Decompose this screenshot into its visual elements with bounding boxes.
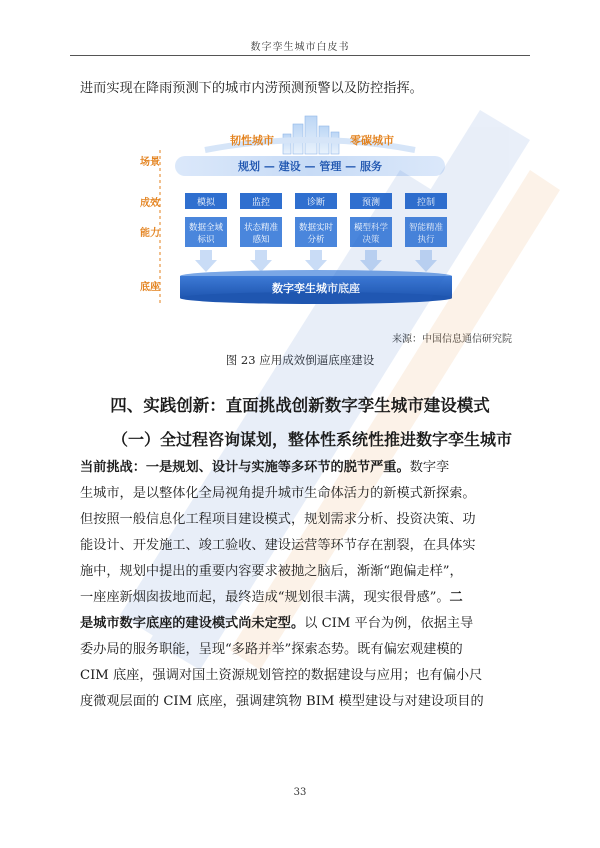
effect-row [185, 193, 447, 209]
body-line-8: 委办局的服务职能，呈现“多路并举”探索态势。既有偏宏观建模的 [80, 642, 463, 657]
label-scene: 场景 [140, 157, 160, 168]
ability-row [185, 217, 447, 247]
body-line-7 [80, 611, 525, 637]
label-zero-carbon-city: 零碳城市 [350, 134, 394, 147]
body-line-10: 度微观层面的 CIM 底座，强调建筑物 BIM 模型建设与对建设项目的 [80, 694, 484, 709]
ability-label: 智能精准 [408, 223, 444, 233]
body-line-5: 施中，规划中提出的重要内容要求被抛之脑后，渐渐“跑偏走样”， [80, 564, 463, 579]
body-text: 数字孪 [409, 460, 450, 475]
second-point-text: 是城市数字底座的建设模式尚未定型。 [80, 616, 305, 631]
effect-label: 预测 [361, 198, 381, 208]
challenge-lead: 当前挑战：一是规划、设计与实施等多环节的脱节严重。 [80, 460, 410, 475]
body-text: 一座座新烟囱拔地而起，最终造成“规划很丰满，现实很骨感”。 [80, 590, 450, 605]
effect-label: 模拟 [196, 198, 216, 208]
label-ability: 能力 [140, 228, 160, 239]
base-label: 数字孪生城市底座 [272, 282, 360, 295]
body-line-6 [80, 585, 525, 611]
down-arrows [195, 250, 437, 272]
running-header: 数字孪生城市白皮书 [250, 42, 350, 53]
ability-label: 分析 [307, 235, 325, 245]
arrow-down-icon [195, 250, 217, 272]
page-number: 33 [293, 787, 307, 798]
base-platform [180, 270, 452, 304]
body-line-2: 生城市，是以整体化全局视角提升城市生命体活力的新模式新探索。 [80, 486, 476, 501]
intro-line: 进而实现在降雨预测下的城市内涝预测预警以及防控指挥。 [80, 81, 423, 96]
arrow-down-icon [305, 250, 327, 272]
body-line-1 [80, 455, 525, 481]
ability-label: 决策 [362, 235, 380, 245]
intro-paragraph [80, 76, 525, 102]
header-divider [70, 55, 530, 56]
ability-label: 模型科学 [353, 223, 389, 233]
figure-23-diagram [0, 110, 600, 320]
body-line-9: CIM 底座，强调对国土资源规划管控的数据建设与应用；也有偏小尺 [80, 668, 483, 683]
subsection-heading: （一）全过程咨询谋划，整体性系统性推进数字孪生城市 [112, 430, 513, 449]
ability-label: 数据实时 [298, 223, 334, 233]
band-label: 规划 — 建设 — 管理 — 服务 [238, 160, 382, 173]
label-resilient-city: 韧性城市 [230, 134, 274, 147]
label-base: 底座 [140, 282, 160, 293]
ability-label: 标识 [197, 235, 215, 245]
second-point-lead: 二 [449, 590, 463, 605]
arrow-down-icon [360, 250, 382, 272]
effect-label: 诊断 [306, 198, 326, 208]
arrow-down-icon [250, 250, 272, 272]
ability-label: 感知 [252, 235, 270, 245]
effect-label: 控制 [416, 198, 436, 208]
body-paragraph [80, 455, 525, 715]
label-effect: 成效 [140, 198, 160, 209]
section-heading: 四、实践创新：直面挑战创新数字孪生城市建设模式 [110, 396, 490, 415]
figure-caption: 图 23 应用成效倒逼底座建设 [225, 353, 375, 367]
city-skyline-icon [283, 116, 339, 154]
effect-label: 监控 [251, 198, 271, 208]
body-line-4: 能设计、开发施工、竣工验收、建设运营等环节存在割裂，在具体实 [80, 538, 476, 553]
figure-source: 来源：中国信息通信研究院 [392, 334, 512, 345]
ability-label: 数据全域 [188, 223, 224, 233]
arrow-down-icon [415, 250, 437, 272]
ability-label: 执行 [417, 235, 435, 245]
body-text: 以 CIM 平台为例，依据主导 [304, 616, 474, 631]
body-line-3: 但按照一般信息化工程项目建设模式，规划需求分析、投资决策、功 [80, 512, 476, 527]
ability-label: 状态精准 [243, 223, 279, 233]
